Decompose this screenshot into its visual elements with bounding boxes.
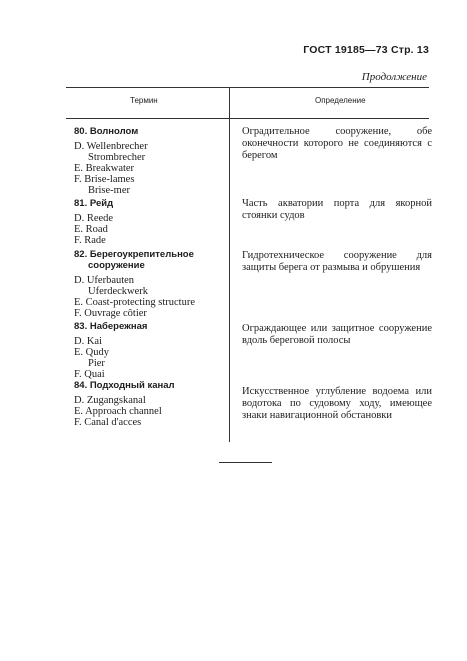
definition-82: Гидротехническое сооружение для защиты берега от размыва и обрушения	[242, 250, 432, 273]
translation: D. Zugangskanal	[74, 395, 146, 406]
term-title: 83. Набережная	[74, 321, 148, 332]
definition-81: Часть акватории порта для якорной стоянки судов	[242, 198, 432, 221]
column-header-term: Термин	[130, 96, 158, 105]
translation: D. Reede	[74, 213, 114, 224]
translation: Pier	[88, 358, 105, 369]
definition-83: Ограждающее или защитное сооружение вдоль береговой полосы	[242, 323, 432, 346]
translation: F. Quai	[74, 369, 105, 380]
translation: F. Ouvrage côtier	[74, 308, 147, 319]
definition-80: Оградительное сооружение, обе оконечности которого не соединяются с берегом	[242, 126, 432, 161]
translation: Uferdeckwerk	[88, 286, 149, 297]
translation: Strombrecher	[88, 152, 146, 163]
term-title: 80. Волнолом	[74, 126, 139, 137]
end-rule	[219, 462, 272, 463]
translation: E. Coast-protecting structure	[74, 297, 196, 308]
translation: D. Wellenbrecher	[74, 141, 148, 152]
term-title: 84. Подходный канал	[74, 380, 175, 391]
column-header-definition: Определение	[315, 96, 366, 105]
continuation-label: Продолжение	[361, 71, 427, 83]
translation: F. Rade	[74, 235, 106, 246]
translation: F. Brise-lames	[74, 174, 135, 185]
translation: D. Uferbauten	[74, 275, 135, 286]
translation: E. Approach channel	[74, 406, 162, 417]
term-entry-84	[74, 380, 224, 428]
term-entry-81	[74, 198, 224, 246]
translation: Brise-mer	[88, 185, 130, 196]
table-header-rule	[66, 118, 429, 119]
term-title: 81. Рейд	[74, 198, 114, 209]
term-entry-82	[74, 249, 224, 319]
translation: F. Canal d'acces	[74, 417, 142, 428]
definition-84: Искусственное углубление водоема или водотока по судовому ходу, имеющее знаки навигационной обстановки	[242, 386, 432, 421]
translation: D. Kai	[74, 336, 102, 347]
term-entry-80	[74, 126, 224, 196]
term-title: 82. Берегоукрепительное сооружение	[74, 249, 194, 271]
translation: E. Qudy	[74, 347, 109, 358]
term-entry-83	[74, 321, 224, 380]
table-top-rule	[66, 87, 429, 88]
translation: E. Breakwater	[74, 163, 135, 174]
translation: E. Road	[74, 224, 108, 235]
page-header: ГОСТ 19185—73 Стр. 13	[303, 44, 429, 56]
column-divider	[229, 87, 230, 442]
